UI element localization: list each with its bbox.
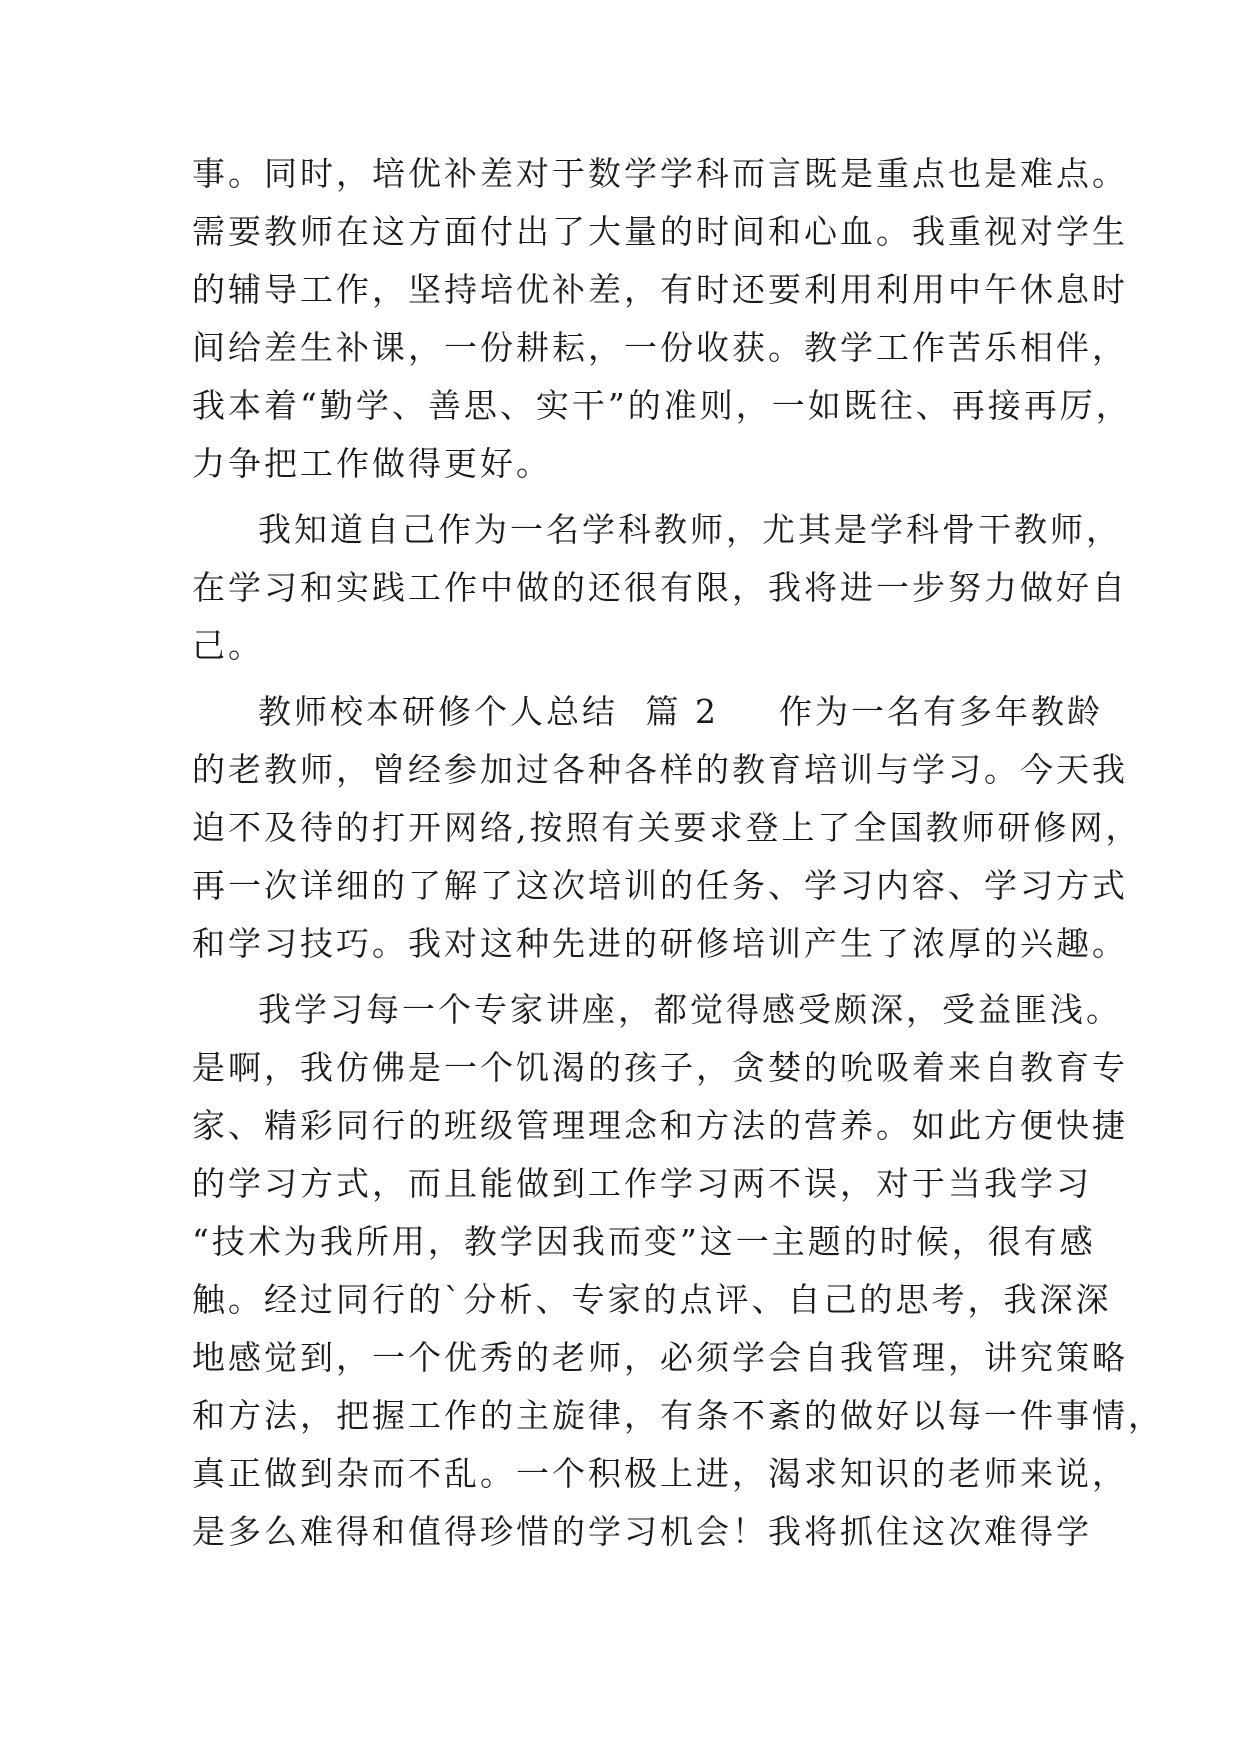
text-line: 地感觉到，一个优秀的老师，必须学会自我管理，讲究策略 <box>192 1338 1128 1377</box>
text-line: 是多么难得和值得珍惜的学习机会！我将抓住这次难得学 <box>192 1512 1092 1551</box>
text-line: 家、精彩同行的班级管理理念和方法的营养。如此方便快捷 <box>192 1106 1128 1145</box>
text-line: 我知道自己作为一名学科教师，尤其是学科骨干教师， <box>258 510 1122 549</box>
text-line: 的老教师，曾经参加过各种各样的教育培训与学习。今天我 <box>192 750 1128 789</box>
text-line: 真正做到杂而不乱。一个积极上进，渴求知识的老师来说， <box>192 1454 1128 1493</box>
text-line: 己。 <box>192 626 264 665</box>
text-line: 触。经过同行的`分析、专家的点评、自己的思考，我深深 <box>192 1280 1112 1319</box>
text-line: “技术为我所用，教学因我而变”这一主题的时候，很有感 <box>192 1222 1096 1261</box>
text-line: 在学习和实践工作中做的还很有限，我将进一步努力做好自 <box>192 568 1128 607</box>
text-line: 和方法，把握工作的主旋律，有条不紊的做好以每一件事情， <box>192 1396 1164 1435</box>
text-line: 再一次详细的了解了这次培训的任务、学习内容、学习方式 <box>192 866 1128 905</box>
text-line: 力争把工作做得更好。 <box>192 444 552 483</box>
text-line: 事。同时，培优补差对于数学学科而言既是重点也是难点。 <box>192 154 1128 193</box>
text-line: 需要教师在这方面付出了大量的时间和心血。我重视对学生 <box>192 212 1128 251</box>
text-line: 和学习技巧。我对这种先进的研修培训产生了浓厚的兴趣。 <box>192 924 1128 963</box>
text-line: 我学习每一个专家讲座，都觉得感受颇深，受益匪浅。 <box>258 990 1122 1029</box>
text-line: 我本着“勤学、善思、实干”的准则，一如既往、再接再厉， <box>192 386 1132 425</box>
heading-continuation: 作为一名有多年教龄 <box>779 692 1103 731</box>
section-heading <box>258 692 1103 732</box>
text-line: 间给差生补课，一份耕耘，一份收获。教学工作苦乐相伴， <box>192 328 1128 367</box>
heading-title: 教师校本研修个人总结 <box>258 692 618 731</box>
heading-section-number: 篇 2 <box>645 692 719 731</box>
text-line: 迫不及待的打开网络,按照有关要求登上了全国教师研修网， <box>192 808 1142 847</box>
text-line: 的学习方式，而且能做到工作学习两不误，对于当我学习 <box>192 1164 1092 1203</box>
text-line: 是啊，我仿佛是一个饥渴的孩子，贪婪的吮吸着来自教育专 <box>192 1048 1128 1087</box>
text-line: 的辅导工作，坚持培优补差，有时还要利用利用中午休息时 <box>192 270 1128 309</box>
